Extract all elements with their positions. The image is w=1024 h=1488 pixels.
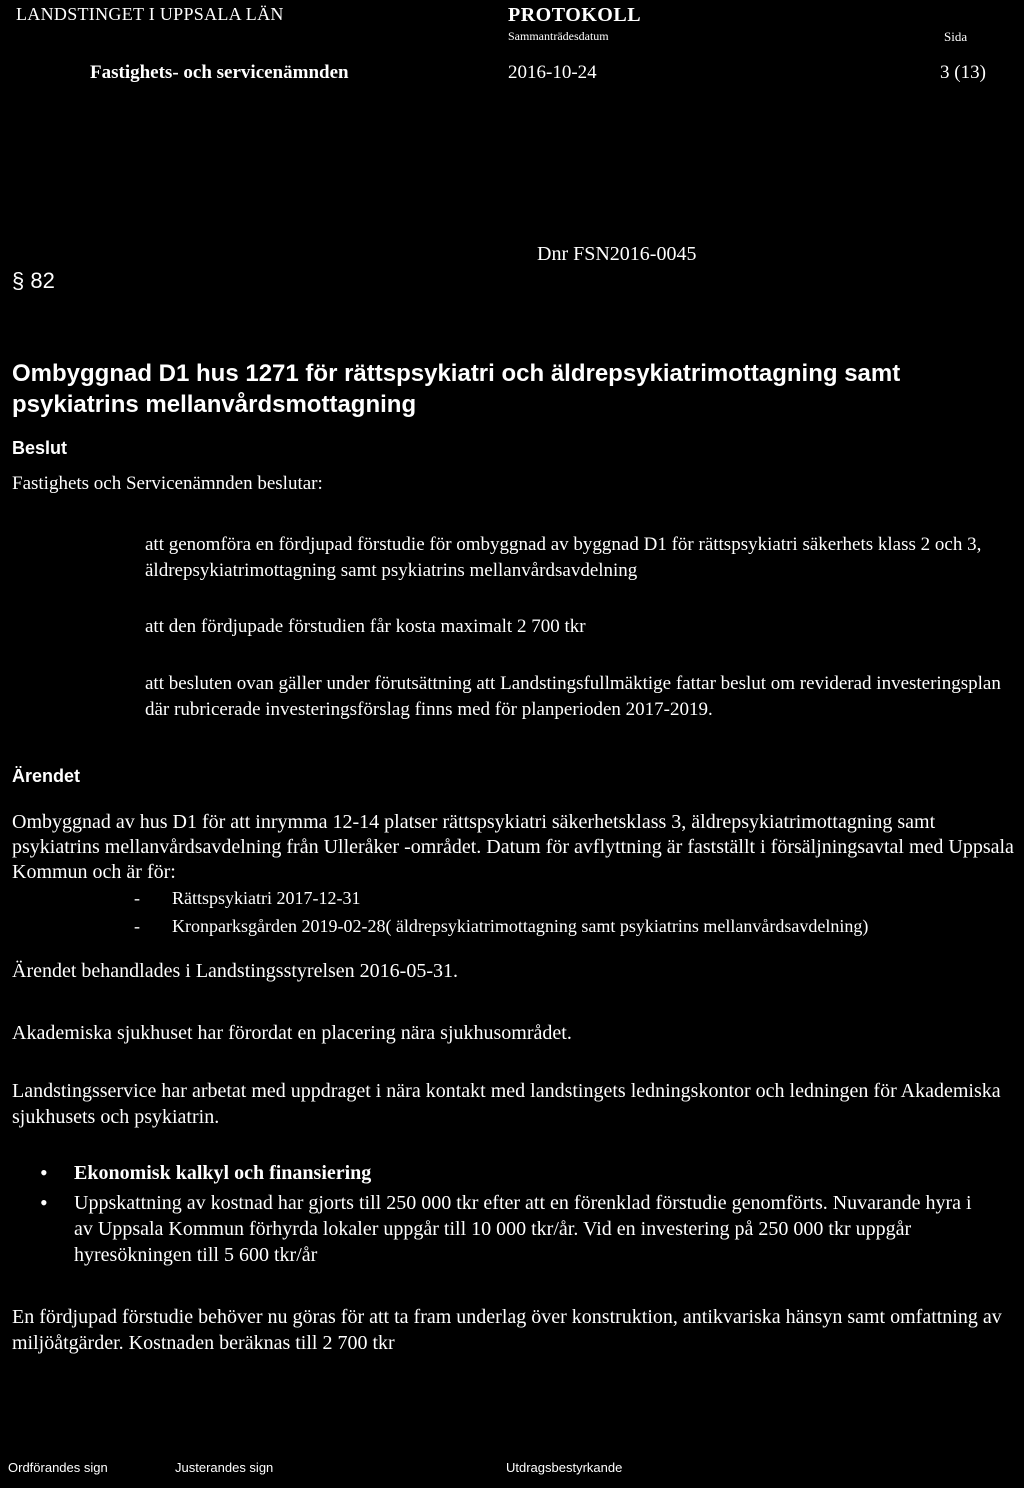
meeting-date: 2016-10-24: [508, 62, 597, 83]
case-heading: Ärendet: [12, 766, 81, 786]
chair-signature-label: Ordförandes sign: [8, 1460, 108, 1475]
decision-item: att besluten ovan gäller under förutsättning att Landstingsfullmäktige fattar beslut om reviderad investeringsplan där rubricerade investeringsförslag finns med för planperioden 2017-2019.: [145, 673, 1001, 720]
extract-certification-label: Utdragsbestyrkande: [506, 1460, 623, 1475]
bullet-text: Ekonomisk kalkyl och finansiering: [74, 1162, 372, 1184]
page-label: Sida: [944, 29, 968, 44]
bullet-text: Uppskattning av kostnad har gjorts till 250 000 tkr efter att en förenklad förstudie genomförts. Nuvarande hyra i av Uppsala Kommun förhyrda lokaler uppgår till 10 000 tkr/år. Vid en investering på 250 000 tkr uppgår hyresökningen till 5 600 tkr/år: [74, 1192, 972, 1266]
document-type: PROTOKOLL: [508, 4, 642, 26]
decision-intro: Fastighets och Servicenämnden beslutar:: [12, 473, 323, 494]
bullet-dot-icon: •: [40, 1190, 48, 1215]
bullet-dot-icon: •: [40, 1160, 48, 1185]
paragraph-number: § 82: [12, 268, 55, 293]
decision-heading: Beslut: [12, 438, 68, 458]
case-paragraph: Landstingsservice har arbetat med uppdraget i nära kontakt med landstingets ledningskontor och ledningen för Akademiska sjukhusets och psykiatrin.: [12, 1080, 1001, 1128]
organization-name: LANDSTINGET I UPPSALA LÄN: [16, 4, 284, 24]
decision-item: att genomföra en fördjupad förstudie för ombyggnad av byggnad D1 för rättspsykiatri säkerhets klass 2 och 3, äldrepsykiatrimottagning samt psykiatrins mellanvårdsavdelning: [145, 534, 982, 581]
case-paragraph: Ärendet behandlades i Landstingsstyrelsen 2016-05-31.: [12, 960, 459, 982]
closing-paragraph: En fördjupad förstudie behöver nu göras för att ta fram underlag över konstruktion, antikvariska hänsyn samt omfattning av miljöåtgärder. Kostnaden beräknas till 2 700 tkr: [12, 1306, 1002, 1354]
dash-marker: -: [134, 916, 140, 936]
diary-number: Dnr FSN2016-0045: [537, 243, 697, 265]
list-item-text: Kronparksgården 2019-02-28( äldrepsykiatrimottagning samt psykiatrins mellanvårdsavdelning): [172, 916, 869, 936]
case-paragraph: Akademiska sjukhuset har förordat en placering nära sjukhusområdet.: [12, 1022, 572, 1044]
dash-marker: -: [134, 888, 140, 908]
meeting-date-label: Sammanträdesdatum: [508, 29, 609, 43]
page-number: 3 (13): [940, 62, 986, 83]
adjuster-signature-label: Justerandes sign: [175, 1460, 274, 1475]
committee-name: Fastighets- och servicenämnden: [90, 62, 349, 83]
item-title: Ombyggnad D1 hus 1271 för rättspsykiatri och äldrepsykiatrimottagning samt psykiatrins mellanvårdsmottagning: [12, 360, 901, 418]
case-description: Ombyggnad av hus D1 för att inrymma 12-14 platser rättspsykiatri säkerhetsklass 3, äldrepsykiatrimottagning samt psykiatrins mellanvårdsavdelning från Ulleråker -området. Datum för avflyttning är fastställt i försäljningsavtal med Uppsala Kommun och är för:: [12, 811, 1014, 883]
list-item-text: Rättspsykiatri 2017-12-31: [172, 888, 361, 908]
decision-item: att den fördjupade förstudien får kosta maximalt 2 700 tkr: [145, 616, 586, 637]
